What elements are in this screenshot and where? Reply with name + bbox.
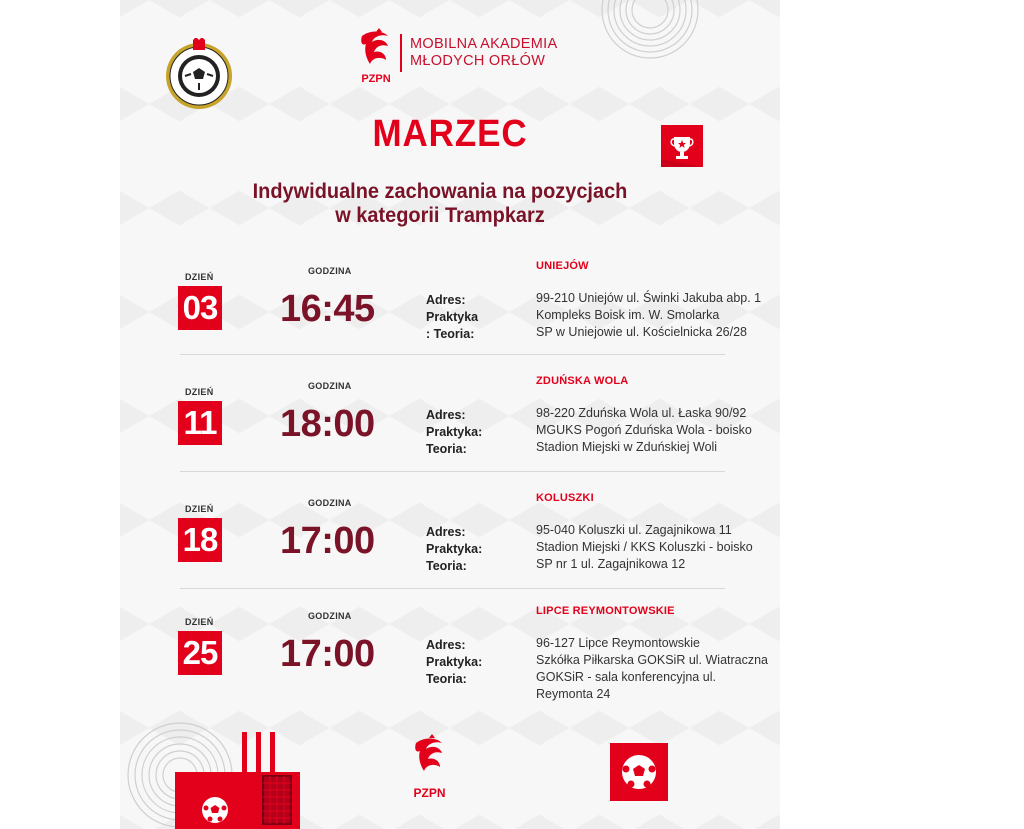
address-line: Stadion Miejski / KKS Koluszki - boisko [536, 540, 753, 554]
academy-name-line2: MŁODYCH ORŁÓW [410, 53, 546, 69]
address-line: SP nr 1 ul. Zagajnikowa 12 [536, 557, 686, 571]
soccer-ball-icon [200, 795, 230, 825]
day-label: DZIEŃ [185, 272, 214, 282]
address-line: Szkółka Piłkarska GOKSiR ul. Wiatraczna [536, 653, 769, 667]
address-line: 98-220 Zduńska Wola ul. Łaska 90/92 [536, 406, 747, 420]
label-theory: : Teoria: [426, 327, 475, 341]
row-separator [180, 354, 725, 355]
label-theory: Teoria: [426, 559, 467, 573]
address-line: Kompleks Boisk im. W. Smolarka [536, 308, 720, 322]
day-label: DZIEŃ [185, 617, 214, 627]
subtitle-line1: Indywidualne zachowania na pozycjach [252, 180, 628, 203]
address-line: GOKSiR - sala konferencyjna ul. [536, 670, 716, 684]
day-label: DZIEŃ [185, 504, 214, 514]
goal-net-icon [262, 775, 292, 825]
label-practice: Praktyka: [426, 655, 483, 669]
event-row-4 [170, 605, 775, 721]
event-row-1 [170, 260, 775, 376]
label-theory: Teoria: [426, 672, 467, 686]
hour-label: GODZINA [308, 611, 352, 621]
address-line: 96-127 Lipce Reymontowskie [536, 636, 700, 650]
field-labels [426, 524, 482, 575]
event-city: ZDUŃSKA WOLA [536, 375, 629, 387]
pzpn-bottom-label: PZPN [413, 786, 446, 800]
label-theory: Teoria: [426, 442, 467, 456]
pzpn-eagle-icon [407, 733, 452, 801]
subtitle-line2: w kategorii Trampkarz [335, 204, 545, 227]
label-address: Adres: [426, 408, 466, 422]
subtitle [136, 180, 744, 228]
label-practice: Praktyka: [426, 542, 483, 556]
event-city: LIPCE REYMONTOWSKIE [536, 605, 675, 617]
header-divider [400, 34, 402, 72]
address-line: Stadion Miejski w Zduńskiej Woli [536, 440, 718, 454]
trophy-badge [661, 125, 703, 167]
day-number: 25 [178, 631, 222, 675]
day-number: 03 [178, 286, 222, 330]
field-labels [426, 407, 482, 458]
decorative-rings-top [600, 0, 700, 60]
row-separator [180, 471, 725, 472]
pzpn-eagle-icon [352, 28, 400, 88]
month-title: MARZEC [372, 113, 528, 155]
field-labels [426, 637, 482, 688]
event-address [536, 405, 780, 456]
field-labels [426, 292, 478, 343]
soccer-ball-icon [619, 752, 659, 792]
address-line: Reymonta 24 [536, 687, 611, 701]
event-city: KOLUSZKI [536, 492, 594, 504]
label-practice: Praktyka [426, 310, 479, 324]
address-line: 95-040 Koluszki ul. Zagajnikowa 11 [536, 523, 732, 537]
event-address [536, 290, 780, 341]
trophy-icon [661, 125, 703, 167]
label-practice: Praktyka: [426, 425, 483, 439]
row-separator [180, 588, 725, 589]
event-address [536, 522, 780, 573]
hour-label: GODZINA [308, 381, 352, 391]
label-address: Adres: [426, 638, 466, 652]
hour-label: GODZINA [308, 498, 352, 508]
hour-label: GODZINA [308, 266, 352, 276]
address-line: SP w Uniejowie ul. Kościelnicka 26/28 [536, 325, 747, 339]
poster [120, 0, 780, 829]
label-address: Adres: [426, 293, 466, 307]
pzpn-top-label: PZPN [361, 73, 391, 85]
event-row-3 [170, 492, 775, 608]
event-time: 17:00 [280, 520, 375, 562]
event-row-2 [170, 375, 775, 491]
day-number: 18 [178, 518, 222, 562]
address-line: 99-210 Uniejów ul. Świnki Jakuba abp. 1 [536, 291, 762, 305]
event-time: 16:45 [280, 288, 375, 330]
decorative-stripes [242, 732, 292, 777]
address-line: MGUKS Pogoń Zduńska Wola - boisko [536, 423, 752, 437]
event-time: 17:00 [280, 633, 375, 675]
event-address [536, 635, 780, 703]
event-time: 18:00 [280, 403, 375, 445]
label-address: Adres: [426, 525, 466, 539]
event-city: UNIEJÓW [536, 260, 589, 272]
academy-name [410, 36, 557, 70]
club-crest-icon [163, 38, 235, 110]
academy-name-line1: MOBILNA AKADEMIA [410, 36, 558, 52]
day-label: DZIEŃ [185, 387, 214, 397]
ball-badge [610, 743, 668, 801]
day-number: 11 [178, 401, 222, 445]
